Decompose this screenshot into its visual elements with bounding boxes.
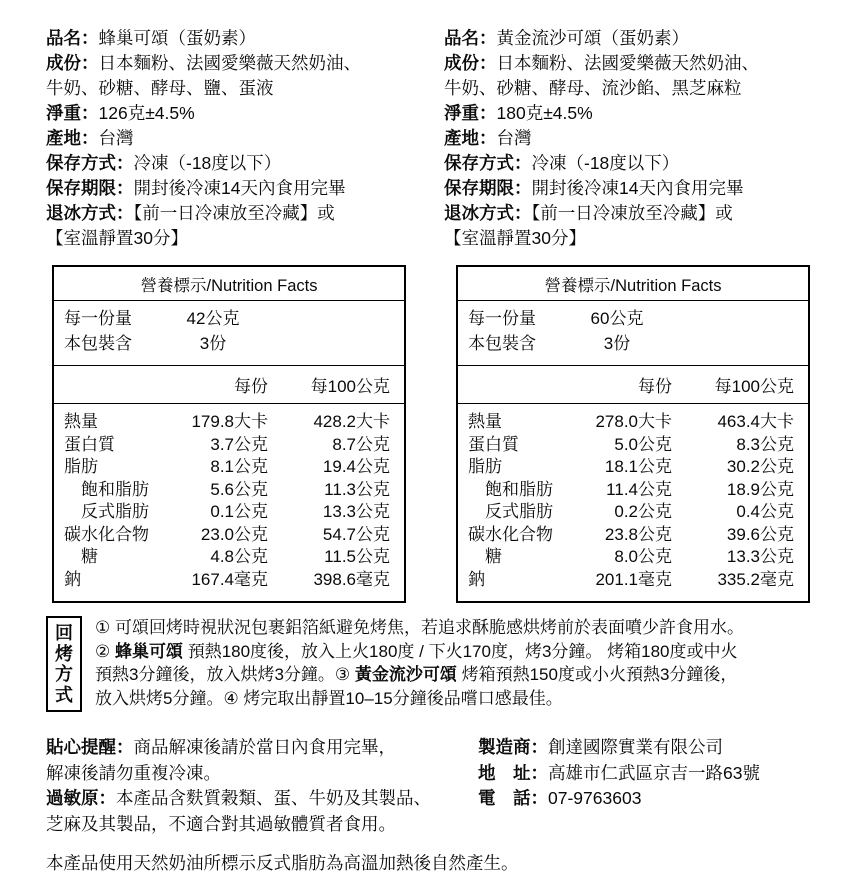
address-line xyxy=(478,761,832,787)
reheat-instructions-text xyxy=(95,616,744,712)
nutrient-label: 脂肪 xyxy=(468,457,502,476)
bottom-section xyxy=(46,735,832,837)
shelf-life-label: 保存期限： xyxy=(46,178,134,198)
thaw-line2: 【室溫靜置30分】 xyxy=(444,228,586,248)
nutrient-per-100g-value: 11.5公克 xyxy=(324,547,390,566)
nutrition-row xyxy=(468,524,794,547)
nutrient-label: 反式脂肪 xyxy=(81,502,149,521)
product-name-line xyxy=(46,26,434,51)
per-100g-column-header: 每100公克 xyxy=(714,377,794,396)
reheat-label-char: 式 xyxy=(55,684,73,705)
per-serving-column-header: 每份 xyxy=(638,377,672,396)
ingredients-line2: 牛奶、砂糖、酵母、鹽、蛋液 xyxy=(46,78,274,98)
net-weight-label: 淨重： xyxy=(46,103,99,123)
shelf-life-line xyxy=(444,176,832,201)
ingredients-label: 成份： xyxy=(444,53,497,73)
nutrient-label: 飽和脂肪 xyxy=(81,479,149,499)
serving-size-label: 每一份量 xyxy=(64,309,132,328)
nutrient-label: 熱量 xyxy=(64,412,98,431)
nutrient-per-100g-value: 428.2大卡 xyxy=(313,412,390,431)
product-name: 蜂巢可頌（蛋奶素） xyxy=(98,28,256,48)
phone-line xyxy=(478,786,832,812)
storage-value: 冷凍（-18度以下） xyxy=(531,153,680,173)
nutrition-title: 營養標示/Nutrition Facts xyxy=(458,267,808,301)
allergen-text: 本產品含麩質穀類、蛋、牛奶及其製品、 xyxy=(116,788,431,808)
allergen-label: 過敏原： xyxy=(46,788,116,808)
column-header-row xyxy=(458,366,808,404)
allergen-line xyxy=(46,786,478,812)
nutrient-per-100g-value: 335.2毫克 xyxy=(717,569,794,589)
product-name: 黃金流沙可頌（蛋奶素） xyxy=(496,28,689,48)
nutrition-row xyxy=(64,434,390,457)
nutrient-per-100g-value: 19.4公克 xyxy=(322,457,390,476)
nutrient-per-serving-value: 5.0公克 xyxy=(614,434,672,454)
nutrition-row xyxy=(64,569,390,592)
reminder-line xyxy=(46,735,478,761)
servings-row xyxy=(64,331,394,356)
nutrient-per-100g-value: 54.7公克 xyxy=(322,524,390,544)
step-number: ② xyxy=(95,641,115,661)
nutrient-per-100g-value: 30.2公克 xyxy=(726,457,794,476)
nutrition-row xyxy=(64,501,390,524)
nutrition-row xyxy=(468,479,794,502)
nutrient-label: 脂肪 xyxy=(64,457,98,476)
notices-column xyxy=(46,735,478,837)
nutrient-label: 反式脂肪 xyxy=(485,502,553,521)
nutrient-label: 鈉 xyxy=(468,569,485,589)
serving-info xyxy=(54,301,404,366)
nutrition-row xyxy=(64,546,390,569)
thaw-value: 【前一日冷凍放至冷藏】或 xyxy=(531,203,733,223)
nutrient-label: 蛋白質 xyxy=(468,434,519,454)
storage-line xyxy=(444,151,832,176)
nutrition-row xyxy=(468,456,794,479)
origin-value: 台灣 xyxy=(98,128,134,148)
nutrient-per-serving-value: 3.7公克 xyxy=(210,434,268,454)
address-value: 高雄市仁武區京吉一路63號 xyxy=(548,762,760,783)
nutrition-row xyxy=(468,434,794,457)
nutrient-per-100g-value: 0.4公克 xyxy=(736,502,794,521)
nutrition-row xyxy=(64,479,390,502)
nutrient-label: 鈉 xyxy=(64,569,81,589)
storage-value: 冷凍（-18度以下） xyxy=(133,153,282,173)
phone-value: 07-9763603 xyxy=(548,788,642,808)
nutrient-label: 糖 xyxy=(81,547,98,566)
origin-label: 產地： xyxy=(46,128,99,148)
per-100g-column-header: 每100公克 xyxy=(310,377,390,396)
nutrient-per-serving-value: 11.4公克 xyxy=(606,479,672,499)
nutrient-per-serving-value: 0.2公克 xyxy=(614,502,672,521)
product-info-section xyxy=(46,26,832,251)
origin-line xyxy=(46,126,434,151)
nutrient-per-100g-value: 18.9公克 xyxy=(726,479,794,499)
manufacturer-line xyxy=(478,735,832,761)
serving-size-row xyxy=(468,306,798,331)
ingredients-text: 日本麵粉、法國愛樂薇天然奶油、 xyxy=(98,53,361,73)
servings-row xyxy=(468,331,798,356)
reheat-label-char: 烤 xyxy=(55,643,73,664)
origin-label: 產地： xyxy=(444,128,497,148)
nutrient-label: 碳水化合物 xyxy=(64,524,149,544)
nutrient-per-serving-value: 18.1公克 xyxy=(604,457,672,476)
product-info-left xyxy=(46,26,434,251)
ingredients-line2: 牛奶、砂糖、酵母、流沙餡、黑芝麻粒 xyxy=(444,78,742,98)
net-weight-value: 180克±4.5% xyxy=(496,103,593,123)
nutrition-tables-section xyxy=(52,265,832,603)
reheat-step-text: 烤箱預熱150度或小火預熱3分鐘後， xyxy=(456,665,738,684)
nutrient-per-serving-value: 4.8公克 xyxy=(210,547,268,566)
nutrient-per-100g-value: 8.7公克 xyxy=(332,434,390,454)
nutrition-table-right xyxy=(456,265,810,603)
serving-size-label: 每一份量 xyxy=(468,309,536,328)
net-weight-value: 126克±4.5% xyxy=(98,103,195,123)
reheat-step-text: 預熱3分鐘後，放入烘烤3分鐘。③ xyxy=(95,665,355,684)
nutrient-label: 碳水化合物 xyxy=(468,524,553,544)
nutrient-per-100g-value: 13.3公克 xyxy=(726,547,794,566)
nutrition-row xyxy=(64,456,390,479)
thaw-line2: 【室溫靜置30分】 xyxy=(46,228,188,248)
column-header-row xyxy=(54,366,404,404)
nutrition-row xyxy=(64,524,390,547)
manufacturer-name: 創達國際實業有限公司 xyxy=(548,737,723,757)
product-name-line xyxy=(444,26,832,51)
serving-size-value: 60公克 xyxy=(590,309,644,328)
reheat-line-2 xyxy=(95,640,744,664)
servings-label: 本包裝含 xyxy=(64,334,132,353)
allergen-line2: 芝麻及其製品，不適合對其過敏體質者食用。 xyxy=(46,813,396,834)
net-weight-line xyxy=(46,101,434,126)
per-serving-column-header: 每份 xyxy=(234,377,268,396)
nutrient-per-serving-value: 23.8公克 xyxy=(604,524,672,544)
address-label: 地 址： xyxy=(478,762,548,783)
nutrient-label: 糖 xyxy=(485,547,502,566)
nutrient-per-serving-value: 5.6公克 xyxy=(210,479,268,499)
nutrition-row xyxy=(468,501,794,524)
shelf-life-value: 開封後冷凍14天內食用完畢 xyxy=(531,178,744,198)
storage-line xyxy=(46,151,434,176)
origin-line xyxy=(444,126,832,151)
serving-size-row xyxy=(64,306,394,331)
reheat-line-1: ① 可頌回烤時視狀況包裹鋁箔紙避免烤焦，若追求酥脆感烘烤前於表面噴少許食用水。 xyxy=(95,618,744,637)
reminder-text: 商品解凍後請於當日內食用完畢， xyxy=(133,737,396,757)
nutrient-label: 熱量 xyxy=(468,412,502,431)
ingredients-label: 成份： xyxy=(46,53,99,73)
nutrient-per-100g-value: 8.3公克 xyxy=(736,434,794,454)
reheat-label-char: 回 xyxy=(55,623,73,643)
name-label: 品名： xyxy=(444,28,497,48)
nutrient-per-serving-value: 201.1毫克 xyxy=(595,569,672,589)
nutrition-table-left xyxy=(52,265,406,603)
storage-label: 保存方式： xyxy=(444,153,532,173)
manufacturer-label: 製造商： xyxy=(478,737,548,757)
storage-label: 保存方式： xyxy=(46,153,134,173)
nutrient-per-100g-value: 11.3公克 xyxy=(324,479,390,499)
product-name-bold: 黃金流沙可頌 xyxy=(354,665,457,684)
shelf-life-label: 保存期限： xyxy=(444,178,532,198)
shelf-life-line xyxy=(46,176,434,201)
servings-label: 本包裝含 xyxy=(468,334,536,353)
product-name-bold: 蜂巢可頌 xyxy=(114,641,183,661)
nutrient-per-serving-value: 278.0大卡 xyxy=(595,412,672,431)
nutrient-per-100g-value: 463.4大卡 xyxy=(717,412,794,431)
nutrient-per-serving-value: 8.0公克 xyxy=(614,547,672,566)
ingredients-line xyxy=(46,51,434,76)
ingredients-text: 日本麵粉、法國愛樂薇天然奶油、 xyxy=(496,53,759,73)
nutrition-row xyxy=(468,411,794,434)
reminder-label: 貼心提醒： xyxy=(46,737,134,757)
thaw-label: 退冰方式： xyxy=(444,203,532,223)
nutrition-row xyxy=(64,411,390,434)
reheat-instructions-section xyxy=(46,616,832,712)
nutrient-label: 蛋白質 xyxy=(64,434,115,454)
nutrition-rows xyxy=(54,404,404,601)
nutrient-per-serving-value: 8.1公克 xyxy=(210,457,268,476)
name-label: 品名： xyxy=(46,28,99,48)
nutrition-title: 營養標示/Nutrition Facts xyxy=(54,267,404,301)
serving-info xyxy=(458,301,808,366)
thaw-label: 退冰方式： xyxy=(46,203,134,223)
nutrition-row xyxy=(468,569,794,592)
nutrient-per-serving-value: 179.8大卡 xyxy=(191,412,268,431)
net-weight-line xyxy=(444,101,832,126)
serving-size-value: 42公克 xyxy=(186,309,240,328)
manufacturer-column xyxy=(478,735,832,837)
nutrient-per-100g-value: 39.6公克 xyxy=(726,524,794,544)
trans-fat-footnote: 本產品使用天然奶油所標示反式脂肪為高溫加熱後自然產生。 xyxy=(46,853,519,873)
reheat-label-box xyxy=(46,616,82,712)
reheat-label-char: 方 xyxy=(55,664,73,684)
servings-value: 3份 xyxy=(603,334,631,353)
thaw-line xyxy=(444,201,832,226)
servings-value: 3份 xyxy=(199,334,227,353)
net-weight-label: 淨重： xyxy=(444,103,497,123)
phone-label: 電 話： xyxy=(478,788,548,808)
thaw-line xyxy=(46,201,434,226)
nutrition-row xyxy=(468,546,794,569)
nutrient-per-serving-value: 23.0公克 xyxy=(200,524,268,544)
reminder-line2: 解凍後請勿重複冷凍。 xyxy=(46,762,221,783)
nutrition-rows xyxy=(458,404,808,601)
nutrient-per-serving-value: 0.1公克 xyxy=(210,502,268,521)
product-info-right xyxy=(444,26,832,251)
origin-value: 台灣 xyxy=(496,128,532,148)
reheat-step-text: 預熱180度後，放入上火180度 / 下火170度，烤3分鐘。 烤箱180度或中火 xyxy=(182,641,738,661)
nutrient-label: 飽和脂肪 xyxy=(485,479,553,499)
nutrient-per-100g-value: 13.3公克 xyxy=(322,502,390,521)
reheat-line-3 xyxy=(95,663,744,687)
thaw-value: 【前一日冷凍放至冷藏】或 xyxy=(133,203,335,223)
shelf-life-value: 開封後冷凍14天內食用完畢 xyxy=(133,178,346,198)
ingredients-line xyxy=(444,51,832,76)
reheat-line-4: 放入烘烤5分鐘。④ 烤完取出靜置10–15分鐘後品嚐口感最佳。 xyxy=(95,688,563,708)
nutrient-per-100g-value: 398.6毫克 xyxy=(313,569,390,589)
nutrient-per-serving-value: 167.4毫克 xyxy=(191,569,268,589)
